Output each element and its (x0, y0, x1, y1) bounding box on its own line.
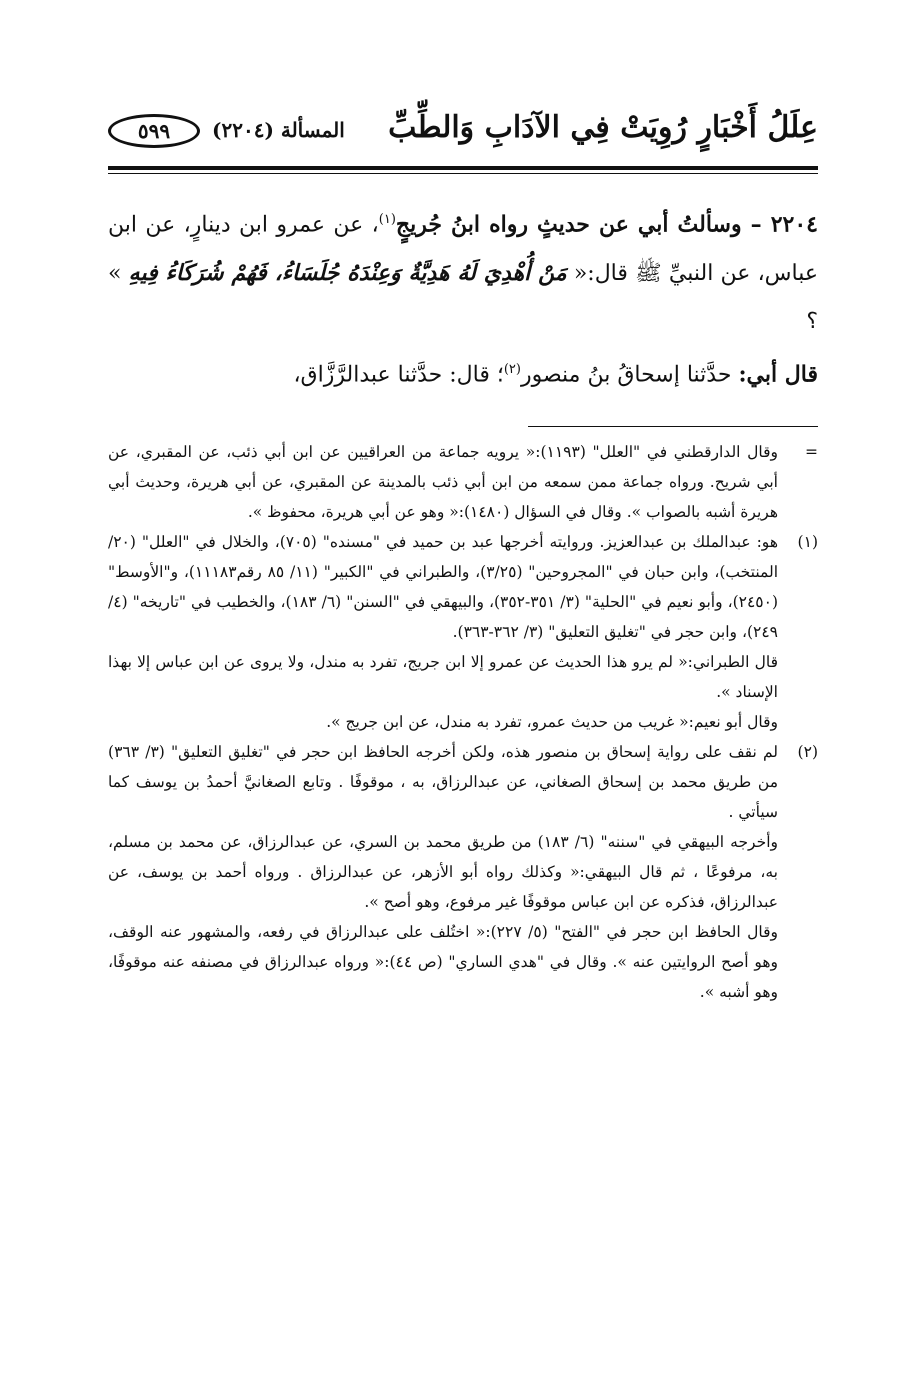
footnote-2-para-3: وقال الحافظ ابن حجر في "الفتح" (٥/ ٢٢٧):« اختُلف على عبدالرزاق في رفعه، والمشهور عنه الوقف، وهو أصح الروايتين عنه ». وقال في "هدي الساري" (ص ٤٤):« ورواه عبدالرزاق في مصنفه عنه موقوفًا، وهو أشبه ». (108, 922, 778, 1001)
question-opening: ٢٢٠٤ – وسألتُ أبي عن حديثٍ رواه ابنُ جُريجٍ (395, 211, 818, 238)
footnote-1-para-2: قال الطبراني:« لم يرو هذا الحديث عن عمرو إلا ابن جريج، تفرد به مندل، ولا يروى عن ابن عباس إلا بهذا الإسناد ». (108, 652, 778, 701)
running-header (108, 100, 818, 160)
main-text (108, 196, 818, 400)
footnote-2-para-1: لم نقف على رواية إسحاق بن منصور هذه، ولكن أخرجه الحافظ ابن حجر في "تغليق التعليق" (٣/ ٣٦٣) من طريق محمد بن إسحاق الصغاني، عن عبدالرزاق، به ، موقوفًا . وتابع الصغانيَّ أحمدُ بن يوسف كما سيأتي . (108, 742, 778, 821)
answer-paragraph (108, 346, 818, 399)
isnad-text: ، عن عمرو ابن دينارٍ، عن ابن عباس، عن النبيِّ ﷺ قال:« (108, 212, 818, 287)
hadith-text: مَنْ أُهْدِيَ لَهُ هَدِيَّةٌ وَعِنْدَهُ جُلَسَاءُ، فَهُمْ شُرَكَاءُ فِيهِ (128, 260, 567, 287)
footnote-1-number: (١) (797, 532, 818, 551)
footnote-1-para-1: هو: عبدالملك بن عبدالعزيز. وروايته أخرجها عبد بن حميد في "مسنده" (٧٠٥)، والخلال في "العلل" (٢٠/المنتخب)، وابن حبان في "المجروحين" (٣/٢٥)، والطبراني في "الكبير" (١١/ ٨٥ رقم١١١٨٣)، و"الأوسط" (٢٤٥٠)، وأبو نعيم في "الحلية" (٣/ ٣٥١-٣٥٢)، والبيهقي في "السنن" (٦/ ١٨٣)، والخطيب في "تاريخه" (٤/ ٢٤٩)، وابن حجر في "تغليق التعليق" (٣/ ٣٦٢-٣٦٣). (108, 532, 778, 641)
hadith-close: » ؟ (108, 261, 818, 335)
footnote-ref-2: (٢) (503, 362, 521, 378)
issue-number: المسألة (٢٢٠٤) (212, 118, 345, 142)
header-rule-thin (108, 173, 818, 174)
footnote-separator (528, 426, 818, 427)
footnote-ref-1: (١) (378, 212, 396, 227)
footnote-2 (108, 737, 818, 1007)
footnote-1 (108, 527, 818, 737)
answer-text-cont: ؛ قال: حدَّثنا عبدالرَّزَّاق، (293, 362, 504, 388)
footnote-2-number: (٢) (797, 742, 818, 761)
footnotes (108, 437, 818, 1007)
footnote-continuation (108, 437, 818, 527)
page-number: ٥٩٩ (108, 114, 200, 148)
qal-abi: قال أبي: (738, 361, 818, 388)
book-title: عِلَلُ أَخْبَارٍ رُوِيَتْ فِي الآدَابِ وَالطِّبِّ (388, 110, 818, 145)
answer-text: حدَّثنا إسحاقُ بنُ منصور (520, 362, 739, 388)
footnote-continuation-text: وقال الدارقطني في "العلل" (١١٩٣):« يرويه جماعة من العراقيين عن ابن أبي ذئب، عن المقبري، عن أبي شريح. ورواه جماعة ممن سمعه من ابن أبي ذئب بالمدينة عن المقبري، عن أبي هريرة، وحديث أبي هريرة أشبه بالصواب ». وقال في السؤال (١٤٨٠):« وهو عن أبي هريرة، محفوظ ». (108, 442, 779, 521)
page (108, 100, 818, 1007)
continuation-mark: = (805, 442, 818, 461)
question-paragraph (108, 196, 818, 346)
header-rule-thick (108, 166, 818, 170)
footnote-1-para-3: وقال أبو نعيم:« غريب من حديث عمرو، تفرد به مندل، عن ابن جريج ». (326, 712, 778, 731)
footnote-2-para-2: وأخرجه البيهقي في "سننه" (٦/ ١٨٣) من طريق محمد بن السري، عن عبدالرزاق، عن محمد بن مسلم، به، مرفوعًا ، ثم قال البيهقي:« وكذلك رواه أبو الأزهر، عن عبدالرزاق . ورواه أحمد بن يوسف، عن عبدالرزاق، فذكره عن ابن عباس موقوفًا غير مرفوع، وهو أصح ». (108, 832, 778, 911)
